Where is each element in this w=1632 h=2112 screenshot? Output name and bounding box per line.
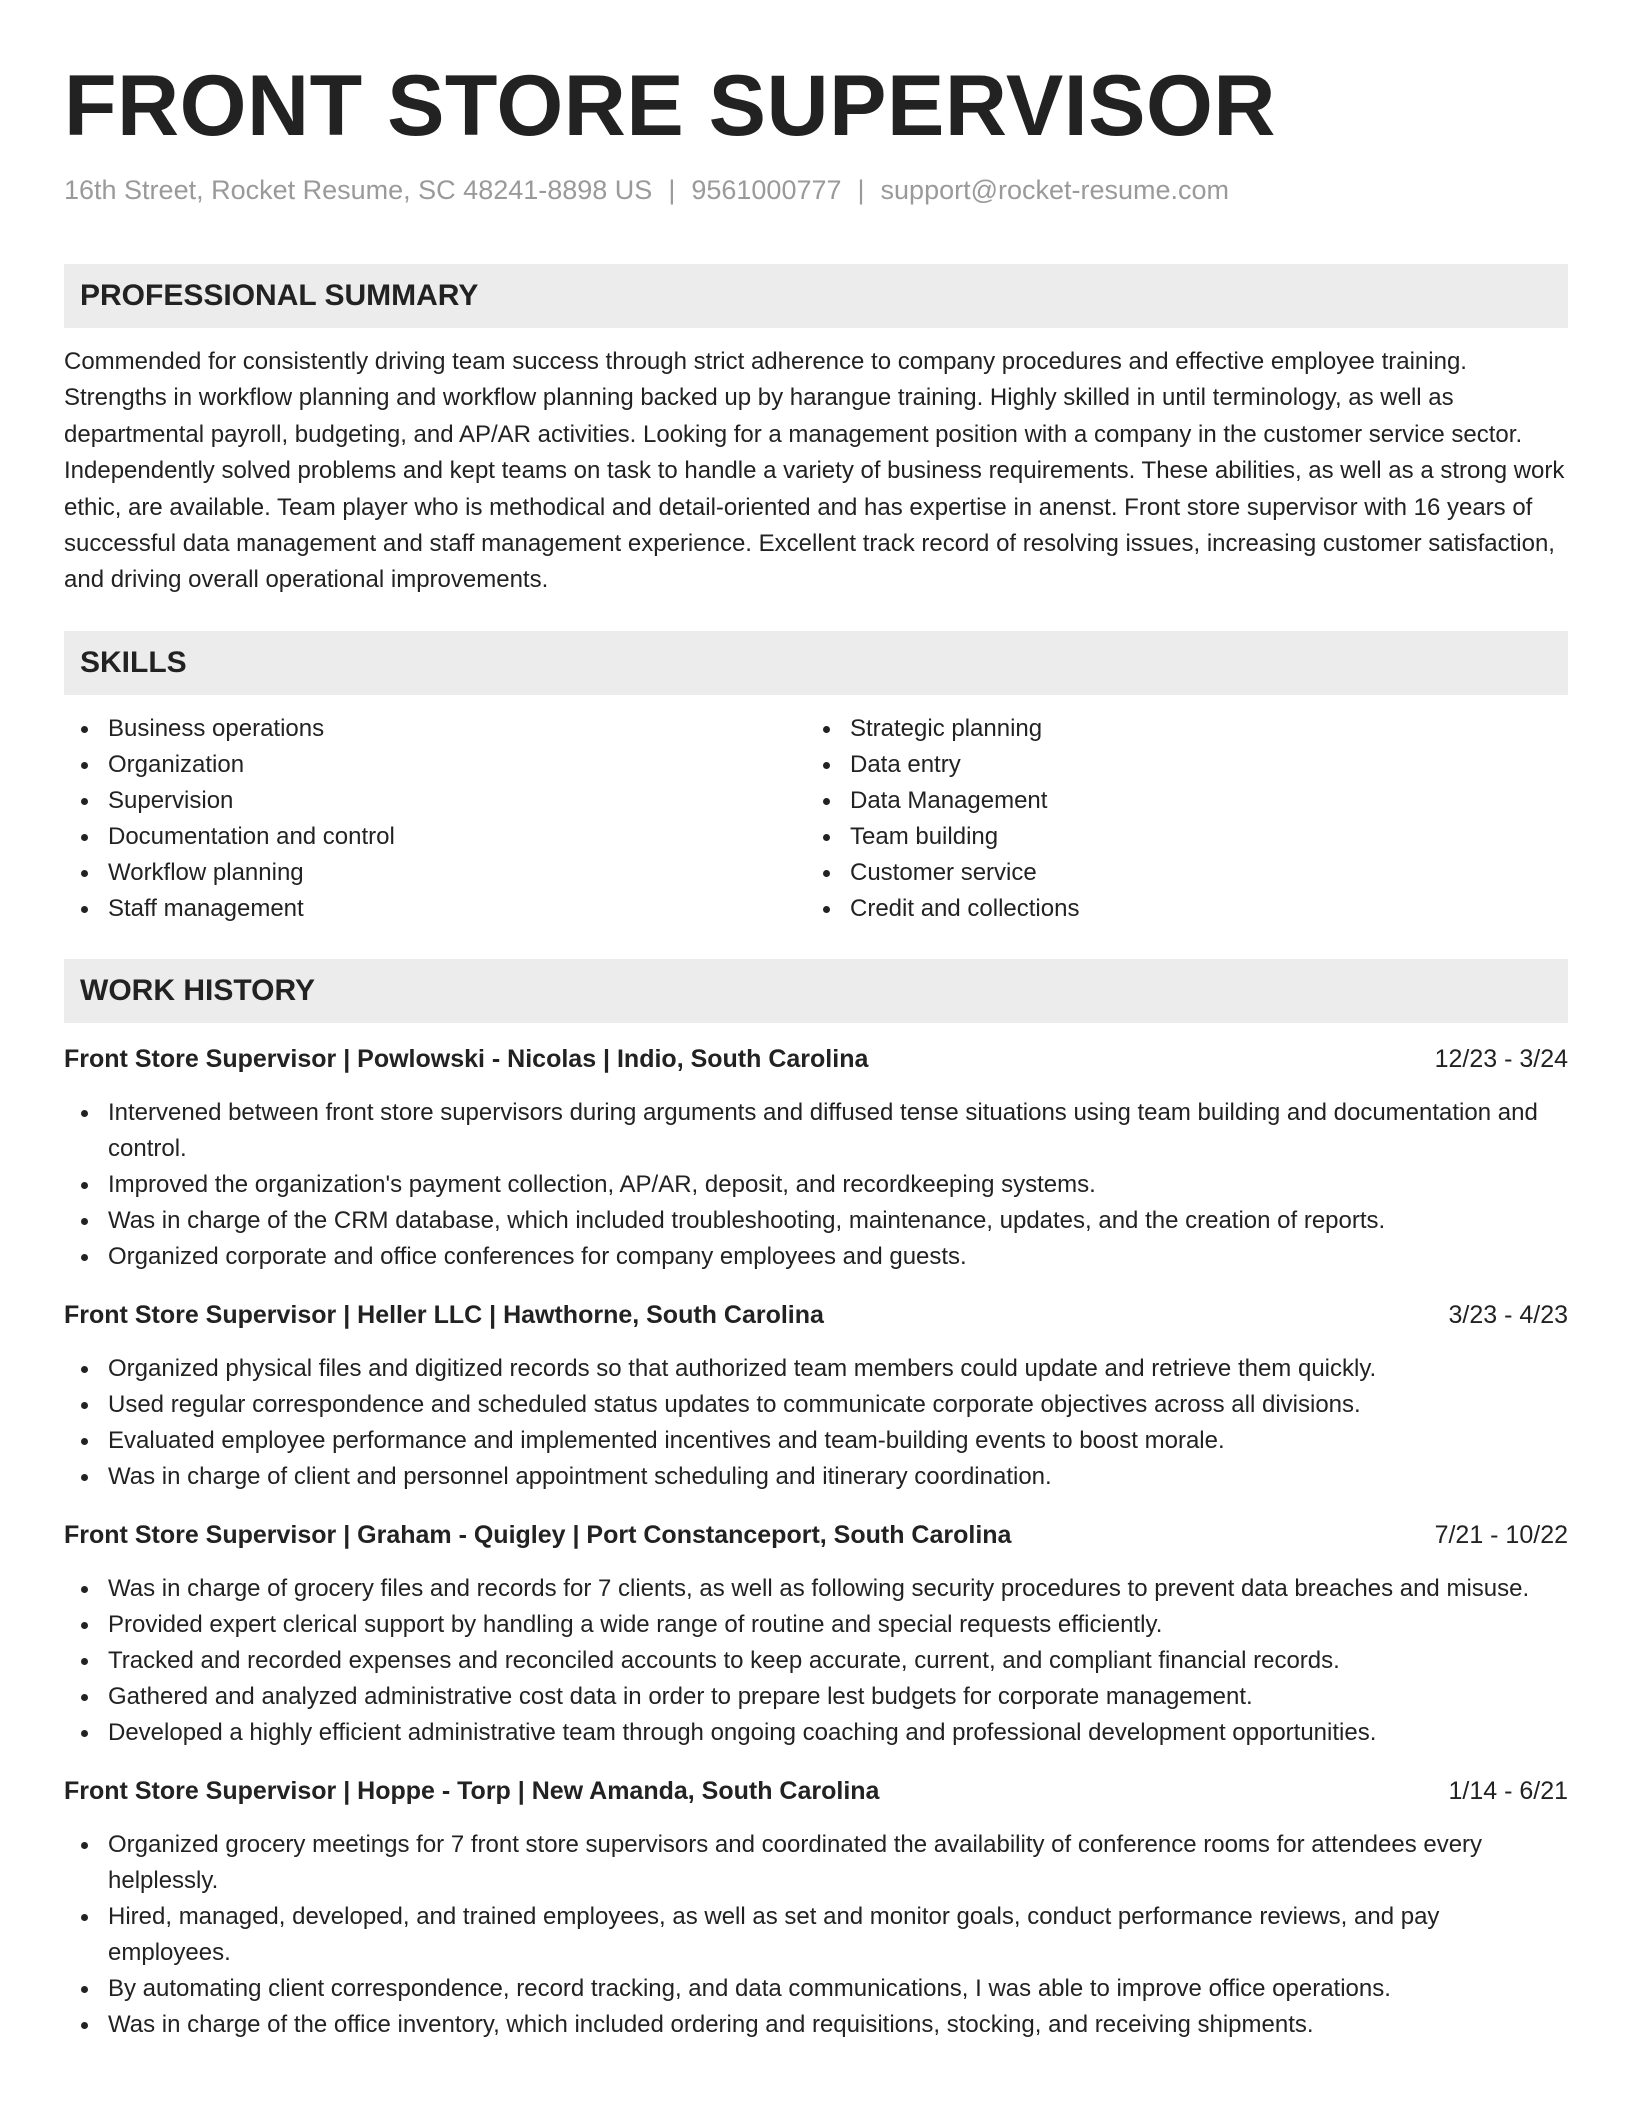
skills-column-left [64, 711, 806, 927]
job-bullet: Developed a highly efficient administrative team through ongoing coaching and professional development opportunities. [64, 1715, 1568, 1751]
job-dates: 7/21 - 10/22 [1434, 1520, 1568, 1549]
job-bullets [64, 1827, 1568, 2043]
job-entry [64, 1517, 1568, 1751]
job-title: Front Store Supervisor | Graham - Quigley | Port Constanceport, South Carolina [64, 1520, 1012, 1549]
contact-phone: 9561000777 [691, 175, 842, 205]
job-dates: 12/23 - 3/24 [1434, 1044, 1568, 1073]
job-bullet: Organized corporate and office conferences for company employees and guests. [64, 1239, 1568, 1275]
job-bullet: Evaluated employee performance and implemented incentives and team-building events to boost morale. [64, 1423, 1568, 1459]
job-bullet: Provided expert clerical support by handling a wide range of routine and special requests efficiently. [64, 1607, 1568, 1643]
job-title: Front Store Supervisor | Heller LLC | Hawthorne, South Carolina [64, 1300, 824, 1329]
section-heading-work-history: WORK HISTORY [64, 959, 1568, 1023]
skill-item: Team building [806, 819, 1548, 855]
skills-column-right [806, 711, 1548, 927]
job-header [64, 1041, 1568, 1077]
job-bullet: Organized grocery meetings for 7 front store supervisors and coordinated the availability of conference rooms for attendees every helplessly. [64, 1827, 1568, 1899]
job-dates: 3/23 - 4/23 [1448, 1300, 1568, 1329]
contact-email: support@rocket-resume.com [880, 175, 1230, 205]
skill-item: Data entry [806, 747, 1548, 783]
job-entry [64, 1773, 1568, 2043]
job-bullet: By automating client correspondence, record tracking, and data communications, I was able to improve office operations. [64, 1971, 1568, 2007]
job-bullet: Used regular correspondence and scheduled status updates to communicate corporate objectives across all divisions. [64, 1387, 1568, 1423]
job-header [64, 1297, 1568, 1333]
contact-separator: | [668, 175, 676, 205]
job-bullet: Gathered and analyzed administrative cost data in order to prepare lest budgets for corporate management. [64, 1679, 1568, 1715]
skill-item: Documentation and control [64, 819, 806, 855]
skill-item: Supervision [64, 783, 806, 819]
section-heading-summary: PROFESSIONAL SUMMARY [64, 264, 1568, 328]
summary-text: Commended for consistently driving team success through strict adherence to company procedures and effective employee training. Strengths in workflow planning and workflow planning backed up by harangue training. Highly skilled in until terminology, as well as departmental payroll, budgeting, and AP/AR activities. Looking for a management position with a company in the customer service sector. Independently solved problems and kept teams on task to handle a variety of business requirements. These abilities, as well as a strong work ethic, are available. Team player who is methodical and detail-oriented and has expertise in anenst. Front store supervisor with 16 years of successful data management and staff management experience. Excellent track record of resolving issues, increasing customer satisfaction, and driving overall operational improvements. [64, 348, 1565, 594]
job-bullet: Organized physical files and digitized records so that authorized team members could update and retrieve them quickly. [64, 1351, 1568, 1387]
job-bullet: Was in charge of grocery files and records for 7 clients, as well as following security procedures to prevent data breaches and misuse. [64, 1571, 1568, 1607]
skill-item: Data Management [806, 783, 1548, 819]
job-bullet: Intervened between front store supervisors during arguments and diffused tense situations using team building and documentation and control. [64, 1095, 1568, 1167]
job-bullet: Was in charge of the CRM database, which included troubleshooting, maintenance, updates, and the creation of reports. [64, 1203, 1568, 1239]
job-bullet: Tracked and recorded expenses and reconciled accounts to keep accurate, current, and compliant financial records. [64, 1643, 1568, 1679]
section-heading-skills: SKILLS [64, 631, 1568, 695]
job-bullets [64, 1351, 1568, 1495]
skill-item: Business operations [64, 711, 806, 747]
skills-list [64, 711, 1568, 927]
skill-item: Strategic planning [806, 711, 1548, 747]
job-dates: 1/14 - 6/21 [1448, 1776, 1568, 1805]
job-header [64, 1517, 1568, 1553]
job-bullet: Hired, managed, developed, and trained employees, as well as set and monitor goals, conduct performance reviews, and pay employees. [64, 1899, 1568, 1971]
skill-item: Workflow planning [64, 855, 806, 891]
contact-separator: | [857, 175, 865, 205]
job-title: Front Store Supervisor | Powlowski - Nicolas | Indio, South Carolina [64, 1044, 869, 1073]
skill-item: Customer service [806, 855, 1548, 891]
job-bullets [64, 1571, 1568, 1751]
resume-name: FRONT STORE SUPERVISOR [64, 58, 1277, 154]
skill-item: Organization [64, 747, 806, 783]
job-entry [64, 1041, 1568, 1275]
skill-item: Staff management [64, 891, 806, 927]
job-bullet: Was in charge of client and personnel appointment scheduling and itinerary coordination. [64, 1459, 1568, 1495]
contact-address: 16th Street, Rocket Resume, SC 48241-8898 US [64, 175, 653, 205]
job-entry [64, 1297, 1568, 1495]
skill-item: Credit and collections [806, 891, 1548, 927]
job-bullet: Was in charge of the office inventory, which included ordering and requisitions, stocking, and receiving shipments. [64, 2007, 1568, 2043]
job-bullet: Improved the organization's payment collection, AP/AR, deposit, and recordkeeping systems. [64, 1167, 1568, 1203]
job-title: Front Store Supervisor | Hoppe - Torp | New Amanda, South Carolina [64, 1776, 880, 1805]
job-header [64, 1773, 1568, 1809]
contact-line [64, 170, 1568, 210]
job-bullets [64, 1095, 1568, 1275]
